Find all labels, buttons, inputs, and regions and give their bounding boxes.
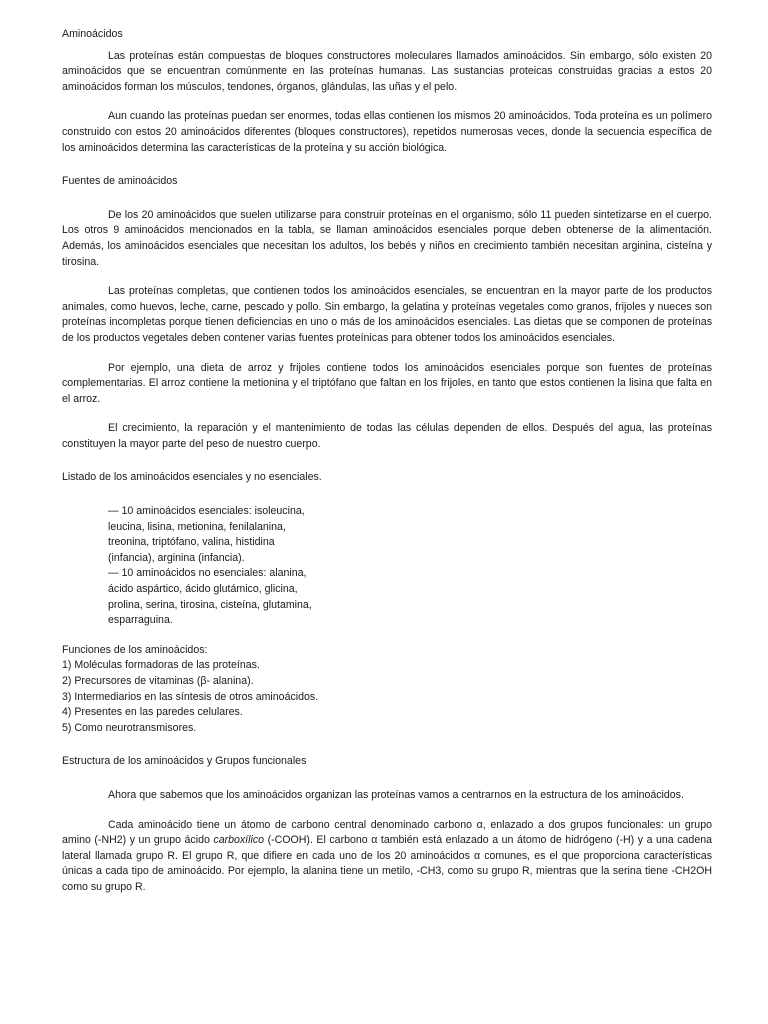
intro-paragraph-1: Las proteínas están compuestas de bloques constructores moleculares llamados aminoácidos. Sin embargo, sólo existen 20 aminoácidos que se encuentran comúnmente en las proteínas humanas. Las sustancias proteicas construidas gracias a estos 20 aminoácidos forman los músculos, tendones, órganos, glándulas, las uñas y el pelo. xyxy=(62,49,712,93)
structure-text-part-1: Cada aminoácido tiene un átomo de carbono central denominado carbono α, enlazado a dos grupos funcionales: un grupo amino (-NH2) y un grupo ácido xyxy=(62,818,712,847)
page-title: Aminoácidos xyxy=(62,28,123,40)
list-line: prolina, serina, tirosina, cisteína, glutamina, xyxy=(108,598,312,611)
list-line: — 10 aminoácidos no esenciales: alanina, xyxy=(108,567,307,580)
sources-paragraph-4: El crecimiento, la reparación y el mantenimiento de todas las células dependen de ellos. Después del agua, las proteínas constituyen la mayor parte del peso de nuestro cuerpo. xyxy=(62,422,712,450)
sources-paragraph-1: De los 20 aminoácidos que suelen utilizarse para construir proteínas en el organismo, sólo 11 pueden sintetizarse en el cuerpo. Los otros 9 aminoácidos mencionados en la tabla, se llaman aminoácidos esenciales porque deben obtenerse de la alimentación. Además, los aminoácidos esenciales que necesitan los adultos, los bebés y niños en crecimiento también necesitan arginina, cisteína y tirosina. xyxy=(62,208,712,268)
sources-paragraph-3: Por ejemplo, una dieta de arroz y frijoles contiene todos los aminoácidos esenciales porque son fuentes de proteínas complementarias. El arroz contiene la metionina y el triptófano que faltan en los frijoles, en tanto que estos contienen la lisina que falta en el arroz. xyxy=(62,361,712,405)
structure-paragraph-2 xyxy=(62,818,712,896)
list-line: ácido aspártico, ácido glutámico, glicina, xyxy=(108,583,298,596)
document-page xyxy=(62,27,712,896)
sources-heading: Fuentes de aminoácidos xyxy=(62,175,178,188)
list-item: 3) Intermediarios en las síntesis de otros aminoácidos. xyxy=(62,690,319,703)
structure-paragraph-1: Ahora que sabemos que los aminoácidos organizan las proteínas vamos a centrarnos en la estructura de los aminoácidos. xyxy=(108,788,684,801)
list-line: — 10 aminoácidos esenciales: isoleucina, xyxy=(108,505,305,518)
list-item: 2) Precursores de vitaminas (β- alanina). xyxy=(62,675,254,687)
intro-paragraph-2: Aun cuando las proteínas puedan ser enormes, todas ellas contienen los mismos 20 aminoácidos. Toda proteína es un polímero construido con estos 20 aminoácidos diferentes (bloques constructores), repetidos numerosas veces, donde la secuencia específica de los aminoácidos determina las características de la proteína y su acción biológica. xyxy=(62,110,712,154)
structure-heading: Estructura de los aminoácidos y Grupos funcionales xyxy=(62,755,307,768)
structure-text-italic: carboxílico xyxy=(213,834,265,847)
structure-text-part-2: (-COOH). El carbono α también está enlazado a un átomo de hidrógeno (-H) y a una cadena lateral llamada grupo R. El grupo R, que difiere en cada uno de los 20 aminoácidos α comunes, es el que proporciona características únicas a cada tipo de aminoácido. Por ejemplo, la alanina tiene un metilo, -CH3, como su grupo R, mientras que la serina tiene -CH2OH como su grupo R. xyxy=(62,834,712,893)
sources-paragraph-2: Las proteínas completas, que contienen todos los aminoácidos esenciales, se encuentran en la mayor parte de los productos animales, como huevos, leche, carne, pescado y pollo. Sin embargo, la gelatina y proteínas vegetales como granos, frijoles y nueces son proteínas incompletas porque tienen deficiencias en uno o más de los aminoácidos esenciales. Las dietas que se componen de proteínas de los productos vegetales deben contener varias fuentes proteínicas para obtener todos los aminoácidos esenciales. xyxy=(62,285,712,344)
functions-list xyxy=(62,658,712,736)
list-item: 1) Moléculas formadoras de las proteínas. xyxy=(62,659,260,672)
list-line: treonina, triptófano, valina, histidina xyxy=(108,536,275,549)
listing-heading: Listado de los aminoácidos esenciales y no esenciales. xyxy=(62,471,322,484)
list-item: 5) Como neurotransmisores. xyxy=(62,721,197,734)
list-line: esparraguina. xyxy=(108,614,173,627)
amino-acid-list xyxy=(108,504,340,629)
functions-heading: Funciones de los aminoácidos: xyxy=(62,643,208,656)
list-line: leucina, lisina, metionina, fenilalanina, xyxy=(108,520,286,533)
list-line: (infancia), arginina (infancia). xyxy=(108,551,245,564)
list-item: 4) Presentes en las paredes celulares. xyxy=(62,706,243,719)
